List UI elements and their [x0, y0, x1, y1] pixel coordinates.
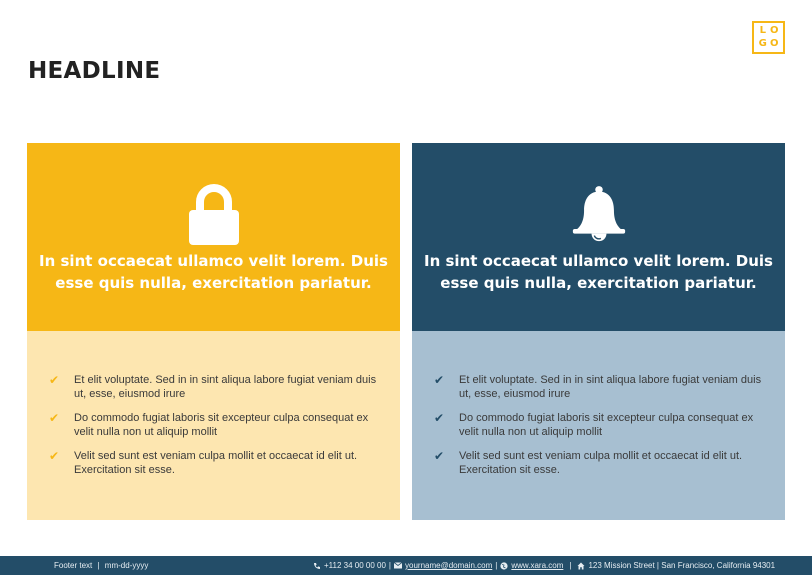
list-item-text: Do commodo fugiat laboris sit excepteur culpa consequat ex velit nulla non ut aliquip mollit [459, 412, 754, 438]
footer-address: 123 Mission Street | San Francisco, California 94301 [588, 561, 776, 570]
list-item [49, 373, 380, 401]
list-item-text: Velit sed sunt est veniam culpa mollit et occaecat id elit ut. Exercitation sit esse. [459, 450, 743, 476]
list-item-text: Do commodo fugiat laboris sit excepteur culpa consequat ex velit nulla non ut aliquip mollit [74, 412, 369, 438]
logo-letter: L [759, 25, 766, 37]
checkmark-icon: ✔ [434, 449, 445, 463]
footer-email-link[interactable]: yourname@domain.com [405, 561, 493, 570]
list-item [434, 411, 765, 439]
page-headline: HEADLINE [28, 58, 161, 84]
checkmark-icon: ✔ [434, 373, 445, 387]
globe-icon [500, 562, 508, 570]
checkmark-icon: ✔ [49, 449, 60, 463]
list-item-text: Et elit voluptate. Sed in in sint aliqua labore fugiat veniam duis ut, esse, eiusmod irure [459, 374, 762, 400]
bell-icon [571, 184, 627, 246]
list-item-text: Velit sed sunt est veniam culpa mollit et occaecat id elit ut. Exercitation sit esse. [74, 450, 358, 476]
logo-letter: O [769, 37, 779, 49]
card-list [27, 331, 400, 520]
footer-date: mm-dd-yyyy [104, 561, 149, 570]
card-list [412, 331, 785, 520]
list-item-text: Et elit voluptate. Sed in in sint aliqua labore fugiat veniam duis ut, esse, eiusmod irure [74, 374, 377, 400]
logo-letter: G [758, 37, 767, 49]
list-item [434, 449, 765, 477]
footer-separator: | [388, 561, 391, 570]
feature-card-security [27, 143, 400, 520]
phone-icon [313, 562, 321, 570]
home-icon [577, 562, 585, 570]
checkmark-icon: ✔ [49, 373, 60, 387]
card-title: In sint occaecat ullamco velit lorem. Duis esse quis nulla, exercitation pariatur. [424, 252, 773, 292]
checkmark-icon: ✔ [49, 411, 60, 425]
logo [752, 21, 785, 54]
card-header [27, 143, 400, 331]
feature-card-notifications [412, 143, 785, 520]
card-header [412, 143, 785, 331]
footer-contact [313, 561, 775, 570]
logo-letter: O [769, 25, 779, 37]
footer-separator: | [495, 561, 498, 570]
footer-phone: +112 34 00 00 00 [324, 561, 386, 570]
lock-icon [186, 184, 242, 246]
list-item [49, 449, 380, 477]
card-title: In sint occaecat ullamco velit lorem. Duis esse quis nulla, exercitation pariatur. [39, 252, 388, 292]
list-item [434, 373, 765, 401]
footer-separator: | [569, 561, 572, 570]
footer [0, 556, 812, 575]
footer-website-link[interactable]: www.xara.com [511, 561, 564, 570]
footer-text: Footer text [54, 561, 93, 570]
checkmark-icon: ✔ [434, 411, 445, 425]
list-item [49, 411, 380, 439]
footer-separator: | [97, 561, 100, 570]
footer-left [54, 561, 148, 570]
envelope-icon [394, 562, 402, 570]
